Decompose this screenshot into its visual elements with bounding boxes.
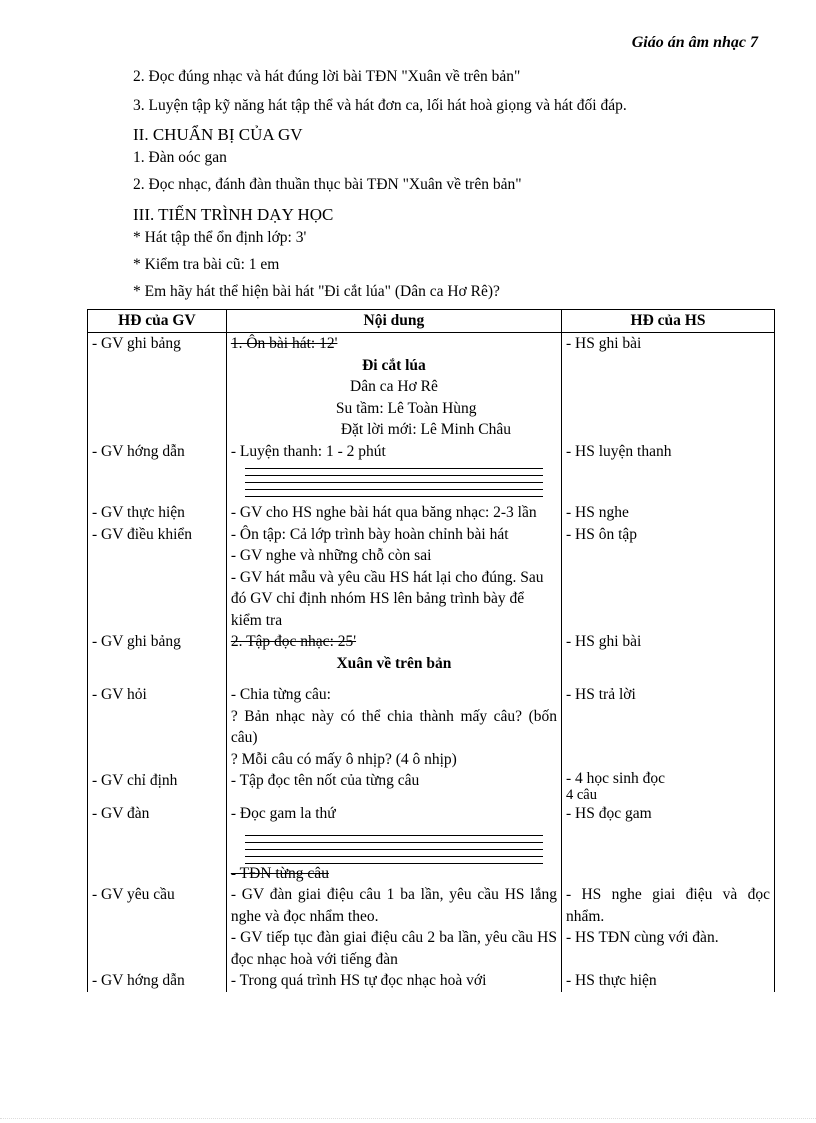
question-1: ? Bản nhạc này có thể chia thành mấy câu? (bốn câu) [230, 707, 557, 746]
content-cell: - GV cho HS nghe bài hát qua băng nhạc: 2-3 lần [226, 502, 561, 524]
table-row [88, 441, 775, 503]
table-row [88, 884, 775, 970]
page-bottom-rule [0, 1118, 816, 1119]
objective-3: 3. Luyện tập kỹ năng hát tập thể và hát đơn ca, lối hát hoà giọng và hát đối đáp. [133, 97, 627, 114]
student-cell: - HS luyện thanh [562, 441, 775, 503]
student-cell: - HS đọc gam [562, 803, 775, 884]
student-tdn: - HS TĐN cùng với đàn. [566, 929, 719, 946]
review-demo: - GV hát mẫu và yêu cầu HS hát lại cho đúng. Sau đó GV chỉ định nhóm HS lên bảng trình bày để kiểm tra [230, 568, 544, 629]
teacher-cell: - GV thực hiện [88, 502, 227, 524]
teacher-cell: - GV chỉ định [88, 770, 227, 803]
step-3: * Em hãy hát thể hiện bài hát "Đi cắt lúa" (Dân ca Hơ Rê)? [133, 283, 500, 300]
student-cell: - HS ghi bài [562, 333, 775, 441]
student-cell: - HS thực hiện [562, 970, 775, 992]
student-note-2: 4 câu [566, 787, 597, 803]
content-cell [226, 684, 561, 770]
student-cell: - HS ôn tập [562, 524, 775, 632]
header-content: Nội dung [226, 310, 561, 333]
table-row [88, 524, 775, 632]
student-cell [562, 770, 775, 803]
song-title: Đi cắt lúa [362, 356, 426, 374]
teacher-cell: - GV ghi bảng [88, 631, 227, 684]
melody-1: - GV đàn giai điệu câu 1 ba lần, yêu cầu HS lắng nghe và đọc nhẩm theo. [230, 886, 557, 925]
prep-item-1: 1. Đàn oóc gan [133, 149, 227, 166]
lesson-part-1: 1. Ôn bài hát: 12' [230, 335, 338, 352]
step-1: * Hát tập thể ổn định lớp: 3' [133, 229, 307, 246]
warmup-text: - Luyện thanh: 1 - 2 phút [230, 442, 386, 460]
section-3-heading: III. TIẾN TRÌNH DẠY HỌC [133, 205, 334, 224]
document-header: Giáo án âm nhạc 7 [631, 34, 758, 51]
teacher-cell: - GV ghi bảng [88, 333, 227, 441]
table-row [88, 770, 775, 803]
section-2-heading: II. CHUẨN BỊ CỦA GV [133, 125, 303, 144]
content-cell: - Tập đọc tên nốt của từng câu [226, 770, 561, 803]
lesson-part-2: 2. Tập đọc nhạc: 25' [230, 633, 357, 650]
table-row [88, 502, 775, 524]
song-collector: Su tầm: Lê Toàn Hùng [335, 399, 477, 417]
student-note: - 4 học sinh đọc [566, 770, 666, 787]
teacher-cell: - GV đàn [88, 803, 227, 884]
song-origin: Dân ca Hơ Rê [350, 378, 438, 395]
teacher-cell: - GV yêu cầu [88, 884, 227, 970]
song-lyricist: Đặt lời mới: Lê Minh Châu [340, 421, 511, 438]
student-cell: - HS ghi bài [562, 631, 775, 684]
review-note: - GV nghe và những chỗ còn sai [230, 547, 432, 564]
student-cell: - HS trả lời [562, 684, 775, 770]
student-cell: - HS nghe [562, 502, 775, 524]
music-staff [245, 468, 543, 498]
split-text: - Chia từng câu: [230, 686, 331, 703]
teacher-cell: - GV hớng dẫn [88, 441, 227, 503]
content-cell [226, 803, 561, 884]
header-teacher: HĐ của GV [88, 310, 227, 333]
content-cell [226, 441, 561, 503]
tdn-title: Xuân về trên bản [336, 654, 452, 672]
prep-item-2: 2. Đọc nhạc, đánh đàn thuần thục bài TĐN "Xuân về trên bản" [133, 176, 522, 193]
student-cell [562, 884, 775, 970]
table-row [88, 631, 775, 684]
melody-2: - GV tiếp tục đàn giai điệu câu 2 ba lần, yêu cầu HS đọc nhạc hoà với tiếng đàn [230, 929, 557, 968]
review-text: - Ôn tập: Cả lớp trình bày hoàn chỉnh bài hát [230, 525, 509, 543]
teacher-cell: - GV hớng dẫn [88, 970, 227, 992]
tdn-each-line: - TĐN từng câu [230, 864, 329, 882]
question-2: ? Mỗi câu có mấy ô nhịp? (4 ô nhịp) [230, 750, 457, 768]
table-header-row [88, 310, 775, 333]
table-row [88, 333, 775, 441]
content-cell: - Trong quá trình HS tự đọc nhạc hoà với [226, 970, 561, 992]
content-cell [226, 524, 561, 632]
table-row [88, 684, 775, 770]
content-cell [226, 333, 561, 441]
lesson-plan-table [87, 309, 775, 992]
content-cell [226, 884, 561, 970]
music-staff [245, 835, 543, 865]
teacher-cell: - GV hỏi [88, 684, 227, 770]
table-row [88, 803, 775, 884]
teacher-cell: - GV điều khiển [88, 524, 227, 632]
scale-text: - Đọc gam la thứ [230, 805, 336, 822]
header-student: HĐ của HS [562, 310, 775, 333]
step-2: * Kiểm tra bài cũ: 1 em [133, 256, 280, 273]
content-cell [226, 631, 561, 684]
table-row [88, 970, 775, 992]
student-listen: - HS nghe giai điệu và đọc nhẩm. [566, 886, 770, 925]
objective-2: 2. Đọc đúng nhạc và hát đúng lời bài TĐN "Xuân về trên bản" [133, 68, 521, 85]
